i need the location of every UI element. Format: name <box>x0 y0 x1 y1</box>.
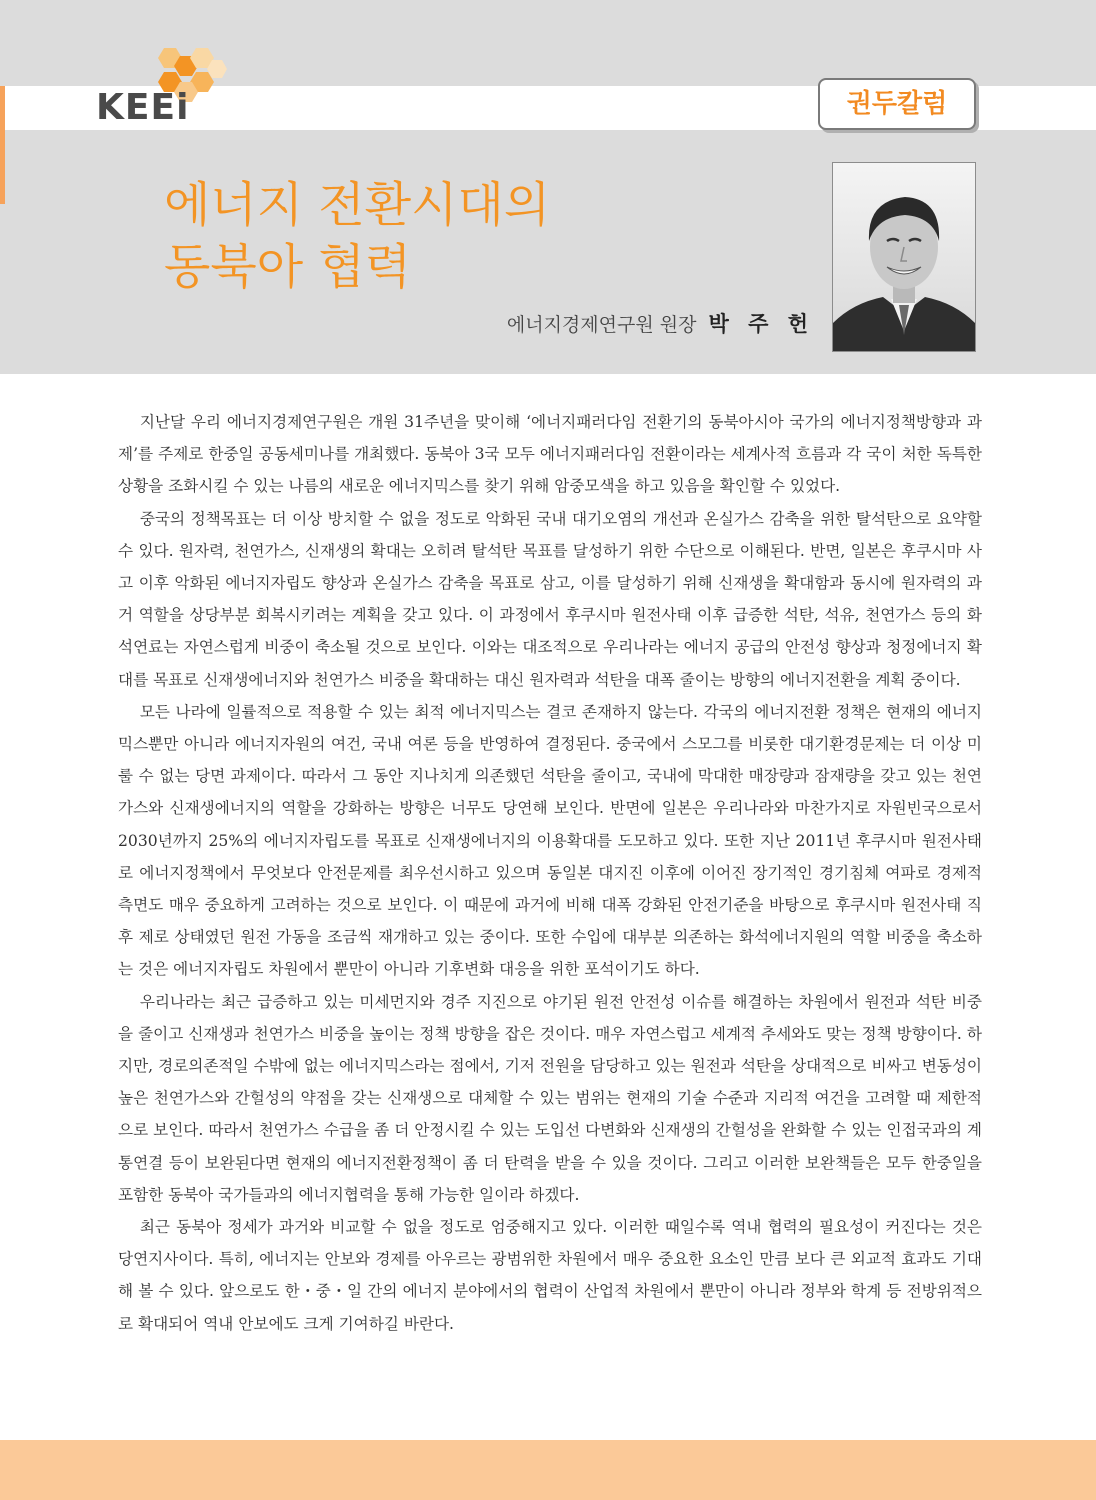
author-role: 에너지경제연구원 원장 <box>506 314 697 336</box>
author-byline <box>507 310 814 339</box>
paragraph: 모든 나라에 일률적으로 적용할 수 있는 최적 에너지믹스는 결코 존재하지 않는다. 각국의 에너지전환 정책은 현재의 에너지믹스뿐만 아니라 에너지자원의 여건, 국내 여론 등을 반영하여 결정된다. 중국에서 스모그를 비롯한 대기환경문제는 더 이상 미룰 수 없는 당면 과제이다. 따라서 그 동안 지나치게 의존했던 석탄을 줄이고, 국내에 막대한 매장량과 잠재량을 갖고 있는 천연가스와 신재생에너지의 역할을 강화하는 방향은 너무도 당연해 보인다. 반면에 일본은 우리나라와 마찬가지로 자원빈국으로서 2030년까지 25%의 에너지자립도를 목표로 신재생에너지의 이용확대를 도모하고 있다. 또한 지난 2011년 후쿠시마 원전사태로 에너지정책에서 무엇보다 안전문제를 최우선시하고 있으며 동일본 대지진 이후에 이어진 장기적인 경기침체 여파로 경제적 측면도 매우 중요하게 고려하는 것으로 보인다. 이 때문에 과거에 비해 대폭 강화된 안전기준을 바탕으로 후쿠시마 원전사태 직후 제로 상태였던 원전 가동을 조금씩 재개하고 있는 중이다. 또한 수입에 대부분 의존하는 화석에너지원의 역할 비중을 축소하는 것은 에너지자립도 차원에서 뿐만이 아니라 기후변화 대응을 위한 포석이기도 하다. <box>118 702 982 979</box>
author-name: 박 주 헌 <box>708 312 814 336</box>
footer-band <box>0 1440 1096 1500</box>
paragraph: 중국의 정책목표는 더 이상 방치할 수 없을 정도로 악화된 국내 대기오염의 개선과 온실가스 감축을 위한 탈석탄으로 요약할 수 있다. 원자력, 천연가스, 신재생의 확대는 오히려 탈석탄 목표를 달성하기 위한 수단으로 이해된다. 반면, 일본은 후쿠시마 사고 이후 악화된 에너지자립도 향상과 온실가스 감축을 목표로 삼고, 이를 달성하기 위해 신재생을 확대함과 동시에 원자력의 과거 역할을 상당부분 회복시키려는 계획을 갖고 있다. 이 과정에서 후쿠시마 원전사태 이후 급증한 석탄, 석유, 천연가스 등의 화석연료는 자연스럽게 비중이 축소될 것으로 보인다. 이와는 대조적으로 우리나라는 에너지 공급의 안전성 향상과 청정에너지 확대를 목표로 신재생에너지와 천연가스 비중을 확대하는 대신 원자력과 석탄을 대폭 줄이는 방향의 에너지전환을 계획 중이다. <box>118 509 982 689</box>
paragraph: 최근 동북아 정세가 과거와 비교할 수 없을 정도로 엄중해지고 있다. 이러한 때일수록 역내 협력의 필요성이 커진다는 것은 당연지사이다. 특히, 에너지는 안보와 경제를 아우르는 광범위한 차원에서 매우 중요한 요소인 만큼 보다 큰 외교적 효과도 기대해 볼 수 있다. 앞으로도 한・중・일 간의 에너지 분야에서의 협력이 산업적 차원에서 뿐만이 아니라 정부와 학계 등 전방위적으로 확대되어 역내 안보에도 크게 기여하길 바란다. <box>118 1218 982 1333</box>
portrait-image <box>833 163 975 351</box>
left-orange-marker <box>0 86 5 204</box>
column-badge: 권두칼럼 <box>818 78 976 130</box>
logo-text: KEEi <box>96 87 190 128</box>
title-line-1: 에너지 전환시대의 <box>164 177 551 233</box>
paragraph: 지난달 우리 에너지경제연구원은 개원 31주년을 맞이해 ‘에너지패러다임 전환기의 동북아시아 국가의 에너지정책방향과 과제’를 주제로 한중일 공동세미나를 개최했다. 동북아 3국 모두 에너지패러다임 전환이라는 세계사적 흐름과 각 국이 처한 독특한 상황을 조화시킬 수 있는 나름의 새로운 에너지믹스를 찾기 위해 암중모색을 하고 있음을 확인할 수 있었다. <box>118 413 982 496</box>
paragraph: 우리나라는 최근 급증하고 있는 미세먼지와 경주 지진으로 야기된 원전 안전성 이슈를 해결하는 차원에서 원전과 석탄 비중을 줄이고 신재생과 천연가스 비중을 높이는 정책 방향을 잡은 것이다. 매우 자연스럽고 세계적 추세와도 맞는 정책 방향이다. 하지만, 경로의존적일 수밖에 없는 에너지믹스라는 점에서, 기저 전원을 담당하고 있는 원전과 석탄을 상대적으로 비싸고 변동성이 높은 천연가스와 간헐성의 약점을 갖는 신재생으로 대체할 수 있는 범위는 현재의 기술 수준과 지리적 여건을 고려할 때 제한적으로 보인다. 따라서 천연가스 수급을 좀 더 안정시킬 수 있는 도입선 다변화와 신재생의 간헐성을 완화할 수 있는 인접국과의 계통연결 등이 보완된다면 현재의 에너지전환정책이 좀 더 탄력을 받을 수 있을 것이다. 그리고 이러한 보완책들은 모두 한중일을 포함한 동북아 국가들과의 에너지협력을 통해 가능한 일이라 하겠다. <box>118 992 982 1204</box>
title-line-2: 동북아 협력 <box>164 239 412 295</box>
author-photo <box>832 162 976 352</box>
article-body <box>118 406 982 1340</box>
article-title <box>164 174 804 298</box>
keei-logo <box>96 42 236 126</box>
